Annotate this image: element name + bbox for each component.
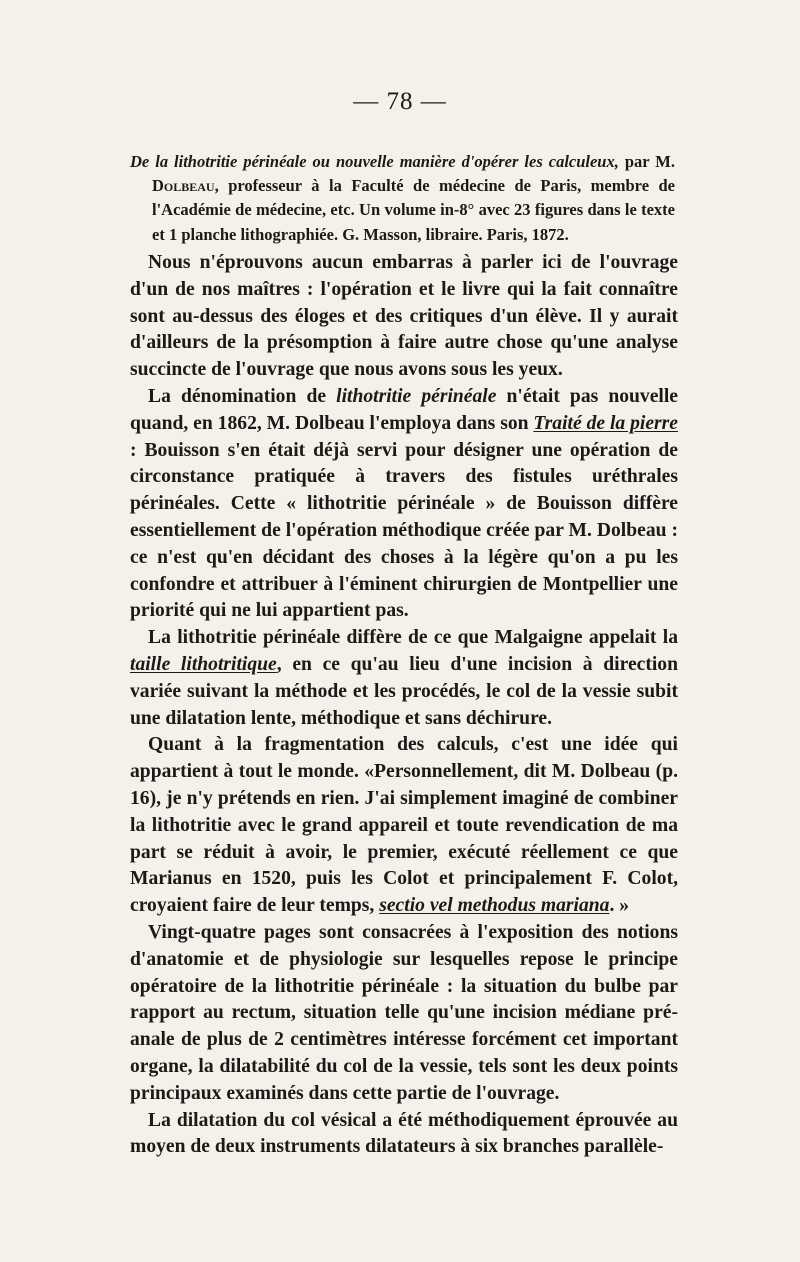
reference-entry [130, 150, 675, 247]
paragraph-2-text-c: : Bouisson s'en était déjà servi pour désigner une opération de circonstance pratiquée à travers des fistules uréthrales périnéales. Cette « lithotritie périnéale » de Bouisson diffère essentiellement de l'opération méthodique créée par M. Dolbeau : ce n'est qu'en décidant des choses à la légère qu'on a pu les confondre et attribuer à l'éminent chirurgien de Montpellier une priorité qui ne lui appartient pas. [130, 439, 678, 622]
reference-author: Dolbeau [152, 176, 215, 196]
paragraph-2 [130, 384, 678, 625]
paragraph-2-text-b: n'était pas nouvelle quand, en 1862, M. Dolbeau l'employa dans son [130, 385, 678, 434]
reference-title: De la lithotritie périnéale ou nouvelle manière d'opérer les calculeux, [130, 152, 619, 171]
term-sectio-mariana: sectio vel methodus mariana [379, 895, 610, 917]
term-lithotritie-perineale: lithotritie périnéale [336, 385, 497, 407]
work-title-traite: Traité de la pierre [533, 412, 678, 434]
paragraph-6: La dilatation du col vésical a été méthodiquement éprouvée au moyen de deux instruments dilatateurs à six branches parallèle- [130, 1109, 678, 1158]
review-text [130, 250, 678, 1161]
paragraph-4-text-a: Quant à la fragmentation des calculs, c'est une idée qui appartient à tout le monde. «Personnellement, dit M. Dolbeau (p. 16), je n'y prétends en rien. J'ai simplement imaginé de combiner la lithotritie avec le grand appareil et toute revendication de ma part se réduit à avoir, le premier, exécuté réellement ce que Marianus en 1520, puis les Colot et principalement F. Colot, croyaient faire de leur temps, [130, 734, 678, 917]
paragraph-1: Nous n'éprouvons aucun embarras à parler ici de l'ouvrage d'un de nos maîtres : l'opération et le livre qui la fait connaître sont au-dessus des éloges et des critiques d'un élève. Il y aurait d'ailleurs de la présomption à faire autre chose qu'une analyse succincte de l'ouvrage que nous avons sous les yeux. [130, 252, 678, 381]
reference-by: par M. [618, 152, 675, 171]
paragraph-3-text-a: La lithotritie périnéale diffère de ce que Malgaigne appelait la [148, 627, 678, 649]
term-taille-lithotritique: taille lithotritique [130, 653, 277, 675]
paragraph-3-text-b: , en ce qu'au lieu d'une incision à direction variée suivant la méthode et les procédés, le col de la vessie subit une dilatation lente, méthodique et sans déchirure. [130, 653, 679, 729]
paragraph-4-text-b: . » [609, 895, 630, 917]
paragraph-4 [130, 732, 678, 920]
bibliographic-reference [130, 150, 675, 247]
paragraph-2-text-a: La dénomination de [148, 385, 337, 407]
reference-details: , professeur à la Faculté de médecine de Paris, membre de l'Académie de médecine, etc. Un volume in-8° avec 23 figures dans le texte et 1 planche lithographiée. G. Masson, libraire. Paris, 1872. [152, 176, 675, 244]
page-number: — 78 — [353, 88, 447, 115]
paragraph-3 [130, 625, 678, 732]
paragraph-5: Vingt-quatre pages sont consacrées à l'exposition des notions d'anatomie et de physiologie sur lesquelles repose le principe opératoire de la lithotritie périnéale : la situation du bulbe par rapport au rectum, situation telle qu'une incision médiane pré-anale de plus de 2 centimètres intéresse forcément cet important organe, la dilatabilité du col de la vessie, tels sont les deux points principaux examinés dans cette partie de l'ouvrage. [130, 921, 678, 1104]
